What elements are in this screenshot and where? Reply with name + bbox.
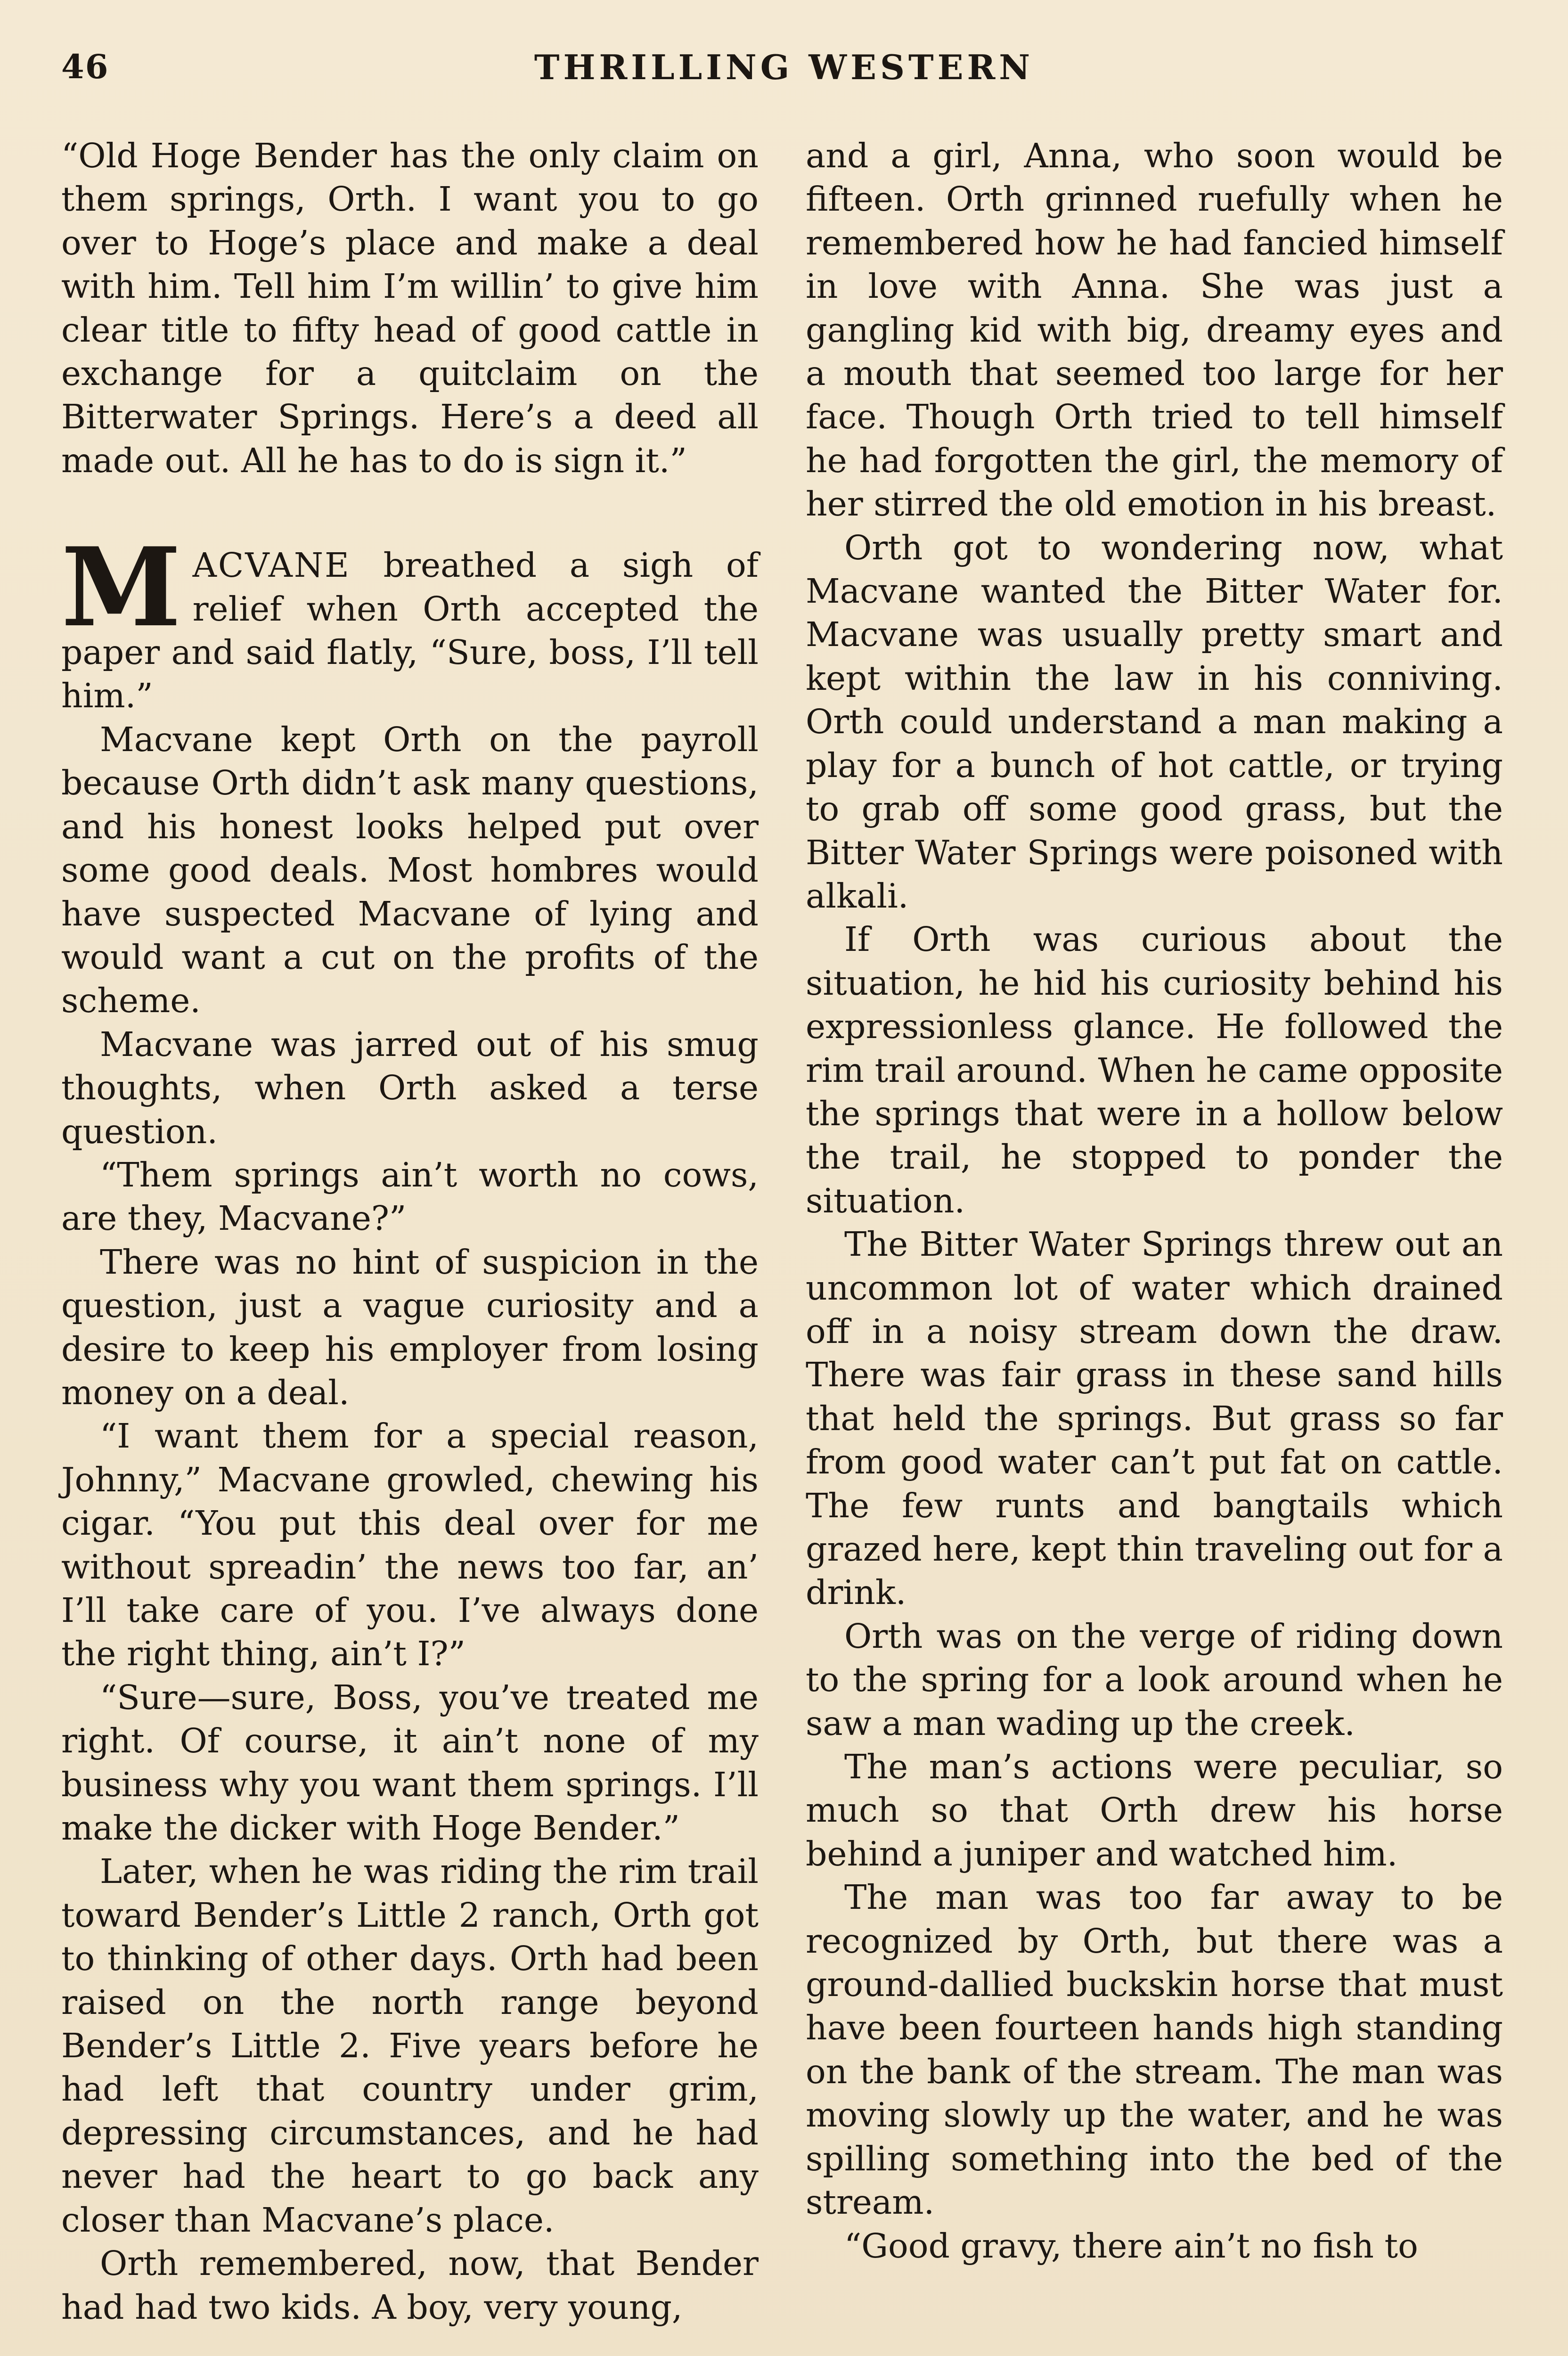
paragraph: “Old Hoge Bender has the only claim on them springs, Orth. I want you to go over to Hoge’s place and make a deal with him. Tell him I’m willin’ to give him clear title to fifty head of good cattle in exchange for a quitclaim on the Bitterwater Springs. Here’s a deed all made out. All he has to do is sign it.” (61, 136, 759, 480)
left-column (61, 134, 759, 2329)
paragraph: The man was too far away to be recognized by Orth, but there was a ground-dallied buckskin horse that must have been fourteen hands high standing on the bank of the stream. The man was moving slowly up the water, and he was spilling something into the bed of the stream. (806, 1878, 1503, 2222)
dropcap-smallcaps: ACVANE (192, 546, 351, 585)
paragraph: “I want them for a special reason, Johnny,” Macvane growled, chewing his cigar. “You put this deal over for me without spreadin’ the news too far, an’ I’ll take care of you. I’ve always done the right thing, ain’t I?” (61, 1416, 759, 1674)
paragraph: Orth got to wondering now, what Macvane wanted the Bitter Water for. Macvane was usually pretty smart and kept within the law in his conniving. Orth could understand a man making a play for a bunch of hot cattle, or trying to grab off some good grass, but the Bitter Water Springs were poisoned with alkali. (806, 528, 1503, 916)
paragraph-rest: breathed a sigh of relief when Orth accepted the paper and said flatly, “Sure, boss, I’ll tell him.” (61, 546, 759, 716)
paragraph: There was no hint of suspicion in the question, just a vague curiosity and a desire to keep his employer from losing money on a deal. (61, 1242, 759, 1412)
paragraph: and a girl, Anna, who soon would be fifteen. Orth grinned ruefully when he remembered how he had fancied himself in love with Anna. She was just a gangling kid with big, dreamy eyes and a mouth that seemed too large for her face. Though Orth tried to tell himself he had forgotten the girl, the memory of her stirred the old emotion in his breast. (806, 136, 1503, 524)
paragraph: Orth was on the verge of riding down to the spring for a look around when he saw a man wading up the creek. (806, 1616, 1503, 1743)
paragraph: “Sure—sure, Boss, you’ve treated me right. Of course, it ain’t none of my business why you want them springs. I’ll make the dicker with Hoge Bender.” (61, 1677, 759, 1848)
paragraph: If Orth was curious about the situation, he hid his curiosity behind his expressionless glance. He followed the rim trail around. When he came opposite the springs that were in a hollow below the trail, he stopped to ponder the situation. (806, 920, 1503, 1220)
paragraph: Macvane kept Orth on the payroll because Orth didn’t ask many questions, and his honest looks helped put over some good deals. Most hombres would have suspected Macvane of lying and would want a cut on the profits of the scheme. (61, 720, 759, 1021)
paragraph: “Good gravy, there ain’t no fish to (844, 2226, 1418, 2266)
paragraph: Orth remembered, now, that Bender had had two kids. A boy, very young, (61, 2244, 759, 2327)
paragraph: Later, when he was riding the rim trail toward Bender’s Little 2 ranch, Orth got to thinking of other days. Orth had been raised on the north range beyond Bender’s Little 2. Five years before he had left that country under grim, depressing circumstances, and he had never had the heart to go back any closer than Macvane’s place. (61, 1852, 759, 2240)
paragraph: The man’s actions were peculiar, so much so that Orth drew his horse behind a juniper and watched him. (806, 1747, 1503, 1873)
right-column (806, 134, 1503, 2268)
page-number: 46 (61, 47, 109, 86)
paragraph: Macvane was jarred out of his smug thoughts, when Orth asked a terse question. (61, 1024, 759, 1151)
paragraph: The Bitter Water Springs threw out an uncommon lot of water which drained off in a noisy stream down the draw. There was fair grass in these sand hills that held the springs. But grass so far from good water can’t put fat on cattle. The few runts and bangtails which grazed here, kept thin traveling out for a drink. (806, 1225, 1503, 1612)
running-head-title: THRILLING WESTERN (534, 47, 1034, 87)
paragraph: “Them springs ain’t worth no cows, are they, Macvane?” (61, 1155, 759, 1238)
dropcap-paragraph (61, 524, 759, 718)
drop-cap: M (61, 524, 181, 652)
